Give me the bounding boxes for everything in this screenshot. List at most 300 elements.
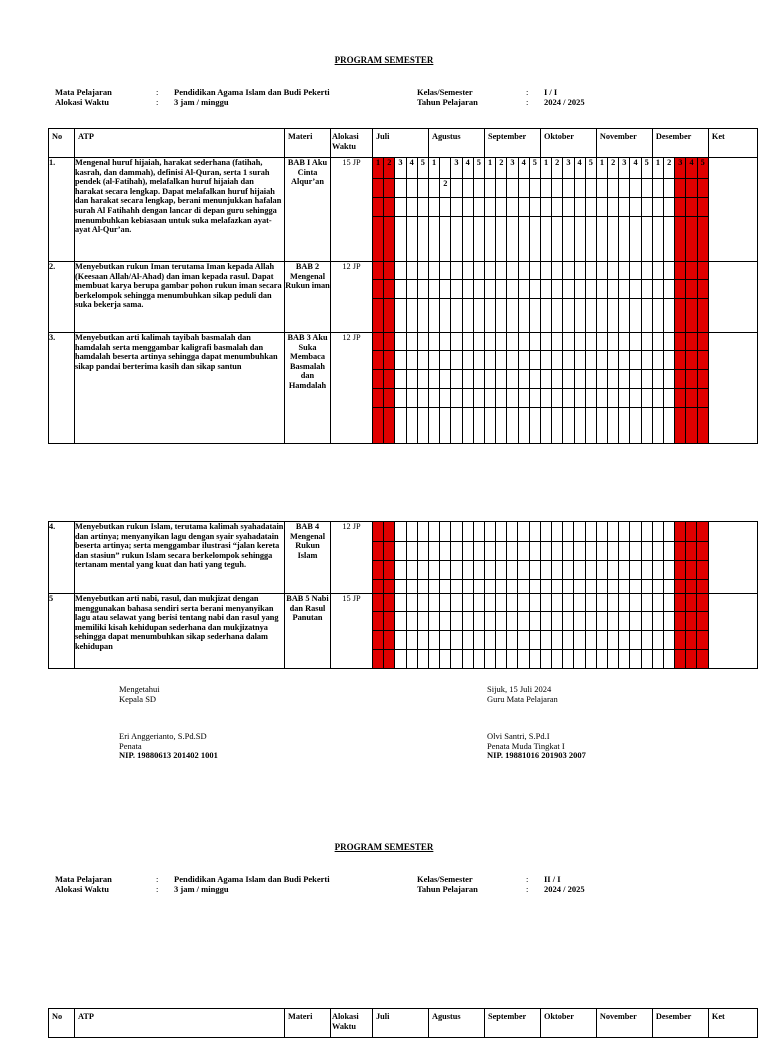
week-cell: [697, 389, 708, 408]
week-cell: [585, 631, 596, 650]
week-cell: [529, 217, 540, 262]
week-cell: [496, 594, 507, 612]
week-cell: [675, 299, 686, 333]
week-cell: [574, 408, 585, 444]
week-cell: [406, 370, 417, 389]
ket-cell: [708, 594, 757, 669]
week-cell: 1: [652, 158, 663, 179]
table-row: [49, 333, 758, 351]
week-cell: [652, 198, 663, 217]
week-cell: [518, 280, 529, 299]
week-cell: [373, 299, 384, 333]
week-cell: [473, 580, 484, 594]
week-cell: [384, 408, 395, 444]
week-cell: [563, 370, 574, 389]
week-cell: [607, 522, 618, 542]
week-cell: [484, 299, 495, 333]
kelas-semester-value-2: II / I: [544, 874, 561, 884]
week-cell: [652, 179, 663, 198]
week-cell: [585, 561, 596, 580]
week-cell: [395, 333, 406, 351]
colon: :: [156, 874, 159, 884]
week-cell: [462, 389, 473, 408]
week-cell: [630, 650, 641, 669]
week-cell: [552, 612, 563, 631]
week-cell: [507, 333, 518, 351]
week-cell: [697, 262, 708, 280]
week-cell: [496, 542, 507, 561]
week-cell: [585, 408, 596, 444]
week-cell: [540, 280, 551, 299]
week-cell: [395, 299, 406, 333]
week-cell: [641, 594, 652, 612]
week-cell: [384, 542, 395, 561]
week-cell: [686, 408, 697, 444]
week-cell: [585, 542, 596, 561]
week-cell: [518, 179, 529, 198]
week-cell: [417, 580, 428, 594]
table-row: [49, 522, 758, 542]
table-row: [49, 158, 758, 179]
week-cell: [540, 389, 551, 408]
week-cell: [428, 542, 439, 561]
week-cell: [630, 408, 641, 444]
week-cell: [641, 522, 652, 542]
week-cell: [507, 612, 518, 631]
week-cell: [563, 594, 574, 612]
week-cell: [686, 580, 697, 594]
week-cell: [607, 580, 618, 594]
week-cell: [675, 542, 686, 561]
week-cell: [529, 299, 540, 333]
week-cell: [552, 370, 563, 389]
week-cell: [552, 389, 563, 408]
week-cell: [563, 650, 574, 669]
header-alokasi-waktu: Alokasi Waktu: [331, 1009, 373, 1038]
week-cell: [641, 179, 652, 198]
week-cell: [406, 333, 417, 351]
week-cell: [686, 389, 697, 408]
week-cell: [496, 408, 507, 444]
week-cell: [697, 612, 708, 631]
week-cell: [451, 612, 462, 631]
week-cell: [686, 594, 697, 612]
week-cell: [384, 389, 395, 408]
week-cell: [496, 370, 507, 389]
week-cell: [473, 280, 484, 299]
week-cell: [675, 580, 686, 594]
week-cell: [596, 612, 607, 631]
week-cell: [619, 522, 630, 542]
kelas-semester-value: I / I: [544, 87, 558, 97]
week-cell: [619, 299, 630, 333]
week-cell: [373, 542, 384, 561]
week-cell: [686, 280, 697, 299]
week-cell: [496, 299, 507, 333]
header-month-agustus: Agustus: [429, 1009, 485, 1038]
week-cell: [641, 351, 652, 370]
tahun-pelajaran-label-2: Tahun Pelajaran: [417, 884, 478, 894]
week-cell: [518, 333, 529, 351]
week-cell: [675, 262, 686, 280]
page2-title: PROGRAM SEMESTER: [334, 842, 434, 852]
week-cell: [529, 408, 540, 444]
week-cell: [406, 594, 417, 612]
principal-rank: Penata: [119, 740, 142, 751]
week-cell: [663, 594, 674, 612]
week-cell: [462, 280, 473, 299]
week-cell: [641, 389, 652, 408]
week-cell: [540, 299, 551, 333]
week-cell: [619, 179, 630, 198]
week-cell: [395, 561, 406, 580]
week-cell: [552, 280, 563, 299]
program-semester-table-continued: [48, 521, 758, 669]
week-cell: [663, 631, 674, 650]
week-cell: [384, 333, 395, 351]
header-no: No: [49, 1009, 75, 1038]
week-cell: [373, 333, 384, 351]
week-cell: [462, 594, 473, 612]
week-cell: [440, 580, 451, 594]
week-cell: [608, 351, 619, 370]
header-month-oktober: Oktober: [540, 1009, 596, 1038]
colon: :: [526, 87, 529, 97]
week-cell: [585, 594, 596, 612]
week-cell: [664, 262, 675, 280]
header-month-agustus: Agustus: [429, 129, 485, 158]
week-cell: [608, 333, 619, 351]
week-cell: [417, 280, 428, 299]
week-cell: [596, 280, 607, 299]
week-cell: [417, 542, 428, 561]
row-number: 4.: [49, 522, 75, 594]
mengetahui-text: Mengetahui: [119, 684, 160, 694]
week-cell: [384, 217, 395, 262]
week-cell: [630, 594, 641, 612]
week-cell: [406, 389, 417, 408]
week-cell: [529, 542, 540, 561]
mata-pelajaran-label-2: Mata Pelajaran: [55, 874, 112, 884]
row-number: 2.: [49, 262, 75, 333]
week-cell: [417, 262, 428, 280]
week-cell: [607, 650, 618, 669]
week-cell: 2: [440, 179, 451, 198]
week-cell: [574, 217, 585, 262]
week-cell: [596, 299, 607, 333]
week-cell: [529, 612, 540, 631]
week-cell: [518, 217, 529, 262]
week-cell: [507, 299, 518, 333]
week-cell: [484, 594, 495, 612]
week-cell: [428, 522, 439, 542]
week-cell: [697, 179, 708, 198]
week-cell: [596, 580, 607, 594]
program-semester-table: [48, 128, 758, 444]
page-title: PROGRAM SEMESTER: [334, 55, 434, 65]
week-cell: [596, 333, 607, 351]
week-cell: [529, 262, 540, 280]
week-cell: [652, 333, 663, 351]
week-cell: [406, 650, 417, 669]
week-cell: 4: [462, 158, 473, 179]
week-cell: [373, 612, 384, 631]
header-month-september: September: [484, 1009, 540, 1038]
week-cell: [406, 612, 417, 631]
week-cell: [462, 408, 473, 444]
week-cell: [440, 333, 451, 351]
week-cell: [529, 280, 540, 299]
kelas-semester-label-2: Kelas/Semester: [417, 874, 473, 884]
week-cell: [697, 198, 708, 217]
guru-mapel-text: Guru Mata Pelajaran: [487, 693, 558, 704]
week-cell: [473, 262, 484, 280]
week-cell: [473, 408, 484, 444]
week-cell: [596, 262, 607, 280]
week-cell: [484, 262, 495, 280]
week-cell: [596, 542, 607, 561]
week-cell: [462, 370, 473, 389]
week-cell: [496, 522, 507, 542]
week-cell: [574, 280, 585, 299]
colon: :: [526, 874, 529, 884]
week-cell: [697, 542, 708, 561]
week-cell: [384, 370, 395, 389]
week-cell: 1: [373, 158, 384, 179]
week-cell: [384, 612, 395, 631]
atp-text: Menyebutkan arti kalimah tayibah basmalah dan hamdalah serta menggambar kaligrafi basmalah dan hamdalah beserta artinya sehingga dapat menumbuhkan sikap pandai berterima kasih dan sikap santun: [75, 333, 285, 444]
week-cell: [664, 179, 675, 198]
week-cell: [574, 580, 585, 594]
week-cell: [484, 542, 495, 561]
week-cell: [507, 650, 518, 669]
week-cell: [451, 522, 462, 542]
week-cell: [641, 650, 652, 669]
week-cell: [641, 299, 652, 333]
week-cell: [373, 650, 384, 669]
week-cell: [675, 179, 686, 198]
kelas-semester-label: Kelas/Semester: [417, 87, 473, 97]
week-cell: [552, 299, 563, 333]
week-cell: [552, 631, 563, 650]
week-cell: [552, 262, 563, 280]
week-cell: [473, 389, 484, 408]
week-cell: [540, 522, 551, 542]
week-cell: [429, 198, 440, 217]
week-cell: [473, 594, 484, 612]
week-cell: [585, 217, 596, 262]
kepala-sd-text: Kepala SD: [119, 693, 157, 704]
week-cell: [619, 650, 630, 669]
week-cell: [675, 389, 686, 408]
week-cell: [507, 179, 518, 198]
week-cell: [607, 542, 618, 561]
week-cell: [451, 561, 462, 580]
week-cell: [675, 612, 686, 631]
header-ket: Ket: [708, 1009, 757, 1038]
week-cell: [574, 299, 585, 333]
week-cell: [451, 262, 462, 280]
week-cell: 3: [675, 158, 686, 179]
mata-pelajaran-value: Pendidikan Agama Islam dan Budi Pekerti: [174, 87, 330, 97]
week-cell: [596, 594, 607, 612]
week-cell: [630, 198, 641, 217]
week-cell: [697, 333, 708, 351]
week-cell: [451, 389, 462, 408]
week-cell: [417, 522, 428, 542]
week-cell: [440, 217, 451, 262]
week-cell: [440, 158, 451, 179]
week-cell: [630, 333, 641, 351]
teacher-rank: Penata Muda Tingkat I: [487, 740, 565, 751]
week-cell: [384, 580, 395, 594]
atp-text: Menyebutkan rukun Iman terutama Iman kepada Allah (Keesaan Allah/Al-Ahad) dan iman kepada rasul. Dapat membuat karya berupa gambar pohon rukun iman secara berkelompok sehingga menumbuhkan sikap peduli dan suka bekerja sama.: [75, 262, 285, 333]
week-cell: [518, 198, 529, 217]
week-cell: [473, 179, 484, 198]
week-cell: [518, 262, 529, 280]
week-cell: [518, 351, 529, 370]
week-cell: [540, 179, 551, 198]
week-cell: [574, 612, 585, 631]
week-cell: [484, 280, 495, 299]
week-cell: [596, 408, 607, 444]
week-cell: [664, 333, 675, 351]
week-cell: [652, 351, 663, 370]
signature-right: [487, 685, 586, 761]
header-month-desember: Desember: [652, 129, 708, 158]
week-cell: [607, 631, 618, 650]
week-cell: [664, 280, 675, 299]
program-semester-table-2: [48, 1008, 758, 1038]
week-cell: [429, 299, 440, 333]
week-cell: [641, 561, 652, 580]
week-cell: [608, 408, 619, 444]
week-cell: [675, 650, 686, 669]
week-cell: [664, 408, 675, 444]
week-cell: [552, 561, 563, 580]
week-cell: [686, 522, 697, 542]
week-cell: [440, 262, 451, 280]
week-cell: [417, 333, 428, 351]
week-cell: [440, 542, 451, 561]
week-cell: [373, 198, 384, 217]
alokasi-waktu-value-2: 3 jam / minggu: [174, 884, 229, 894]
materi-text: BAB 2 Mengenal Rukun iman: [285, 262, 331, 333]
week-cell: [373, 280, 384, 299]
week-cell: [440, 389, 451, 408]
week-cell: [630, 389, 641, 408]
week-cell: [686, 217, 697, 262]
week-cell: [641, 198, 652, 217]
week-cell: [395, 179, 406, 198]
week-cell: [652, 631, 663, 650]
materi-text: BAB 5 Nabi dan Rasul Panutan: [285, 594, 331, 669]
week-cell: [686, 333, 697, 351]
week-cell: [440, 561, 451, 580]
week-cell: [462, 262, 473, 280]
week-cell: 4: [518, 158, 529, 179]
tahun-pelajaran-value-2: 2024 / 2025: [544, 884, 585, 894]
week-cell: [540, 198, 551, 217]
week-cell: [686, 650, 697, 669]
week-cell: [429, 370, 440, 389]
week-cell: [496, 650, 507, 669]
colon: :: [526, 884, 529, 894]
week-cell: [406, 522, 417, 542]
week-cell: [608, 217, 619, 262]
week-cell: [529, 179, 540, 198]
alokasi-waktu-label-2: Alokasi Waktu: [55, 884, 109, 894]
week-cell: [697, 580, 708, 594]
week-cell: [619, 280, 630, 299]
week-cell: [596, 179, 607, 198]
week-cell: [529, 594, 540, 612]
week-cell: [462, 580, 473, 594]
week-cell: [619, 351, 630, 370]
week-cell: [406, 631, 417, 650]
week-cell: 5: [473, 158, 484, 179]
week-cell: [518, 389, 529, 408]
week-cell: [484, 370, 495, 389]
week-cell: [686, 561, 697, 580]
week-cell: [608, 370, 619, 389]
week-cell: [473, 650, 484, 669]
header-month-juli: Juli: [373, 1009, 429, 1038]
week-cell: [563, 299, 574, 333]
week-cell: [507, 580, 518, 594]
table-row: [49, 594, 758, 612]
week-cell: [652, 561, 663, 580]
week-cell: [641, 631, 652, 650]
week-cell: [484, 650, 495, 669]
week-cell: [574, 389, 585, 408]
week-cell: [641, 408, 652, 444]
alokasi-text: 15 JP: [331, 594, 373, 669]
week-cell: [462, 631, 473, 650]
week-cell: [395, 408, 406, 444]
week-cell: [619, 389, 630, 408]
week-cell: [518, 542, 529, 561]
tahun-pelajaran-label: Tahun Pelajaran: [417, 97, 478, 107]
week-cell: [373, 389, 384, 408]
week-cell: [652, 580, 663, 594]
week-cell: [473, 522, 484, 542]
week-cell: [563, 631, 574, 650]
week-cell: 1: [484, 158, 495, 179]
week-cell: [462, 650, 473, 669]
week-cell: [619, 333, 630, 351]
week-cell: [619, 262, 630, 280]
week-cell: [529, 351, 540, 370]
week-cell: [440, 408, 451, 444]
week-cell: [417, 408, 428, 444]
week-cell: [540, 333, 551, 351]
week-cell: [496, 333, 507, 351]
table-row: [49, 262, 758, 280]
week-cell: [384, 561, 395, 580]
week-cell: [619, 580, 630, 594]
week-cell: [451, 351, 462, 370]
week-cell: 3: [451, 158, 462, 179]
week-cell: [697, 408, 708, 444]
header-materi: Materi: [285, 1009, 331, 1038]
week-cell: [429, 351, 440, 370]
week-cell: [552, 594, 563, 612]
week-cell: [529, 561, 540, 580]
week-cell: [585, 522, 596, 542]
week-cell: [484, 351, 495, 370]
week-cell: [395, 631, 406, 650]
